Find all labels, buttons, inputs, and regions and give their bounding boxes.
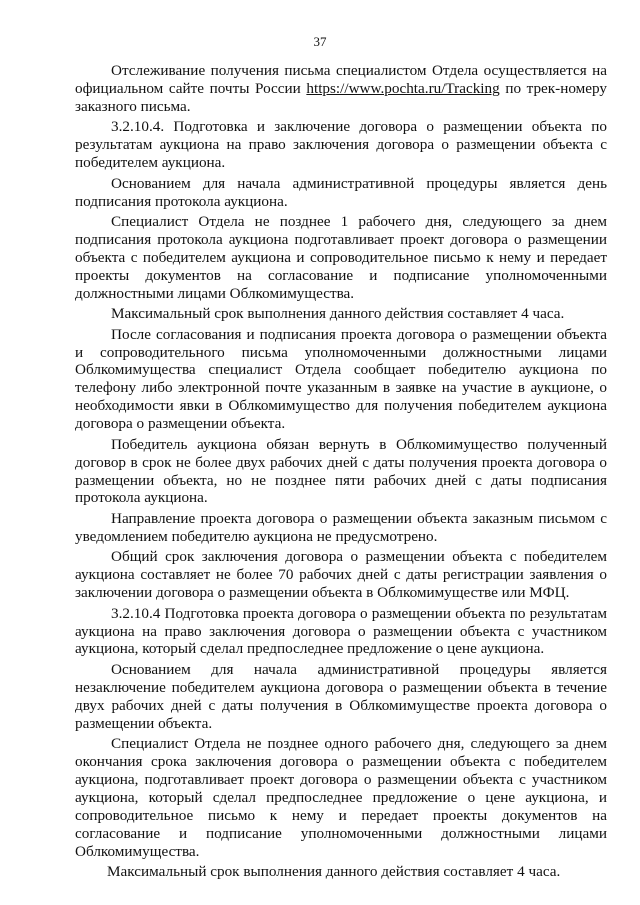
paragraph-basis-second: Основанием для начала административной процедуры является незаключение победителем аукциона договора о размещении объекта в течение двух рабочих дней с даты получения в Облкомимуществе проекта договора о размещении объекта. — [75, 660, 607, 732]
tracking-link[interactable]: https://www.pochta.ru/Tracking — [306, 79, 500, 97]
paragraph-text: по трек-номеру заказного письма. — [75, 79, 607, 115]
paragraph-tracking — [75, 62, 607, 116]
paragraph-total-term: Общий срок заключения договора о размещении объекта с победителем аукциона составляет не более 70 рабочих дней с даты регистрации заявления о заключении договора о размещении объекта в Облкомимуществе или МФЦ. — [75, 548, 607, 602]
paragraph-text: Отслеживание получения письма специалистом Отдела осуществляется на официальном сайте почты России — [75, 62, 607, 97]
paragraph-section-3-2-10-4-second: 3.2.10.4 Подготовка проекта договора о размещении объекта по результатам аукциона на право заключения договора о размещении объекта с участником аукциона, который сделал предпоследнее предложение о цене аукциона. — [75, 604, 607, 658]
paragraph-basis: Основанием для начала административной процедуры является день подписания протокола аукциона. — [75, 174, 607, 210]
paragraph-after-approval: После согласования и подписания проекта договора о размещении объекта и сопроводительного письма уполномоченными должностными лицами Облкомимущества специалист Отдела сообщает победителю аукциона по телефону либо электронной почте указанным в заявке на участие в аукционе, о необходимости явки в Облкомимущество для получения победителем аукциона договора о размещении объекта. — [75, 325, 607, 433]
paragraph-max-duration: Максимальный срок выполнения данного действия составляет 4 часа. — [111, 305, 565, 323]
paragraph-winner-obliged: Победитель аукциона обязан вернуть в Облкомимущество полученный договор в срок не более двух рабочих дней с даты получения проекта договора о размещении объекта, но не позднее пяти рабочих дней с даты подписания протокола аукциона. — [75, 435, 607, 507]
document-body — [75, 62, 607, 884]
paragraph-section-3-2-10-4: 3.2.10.4. Подготовка и заключение договора о размещении объекта по результатам аукциона на право заключения договора о размещении объекта с победителем аукциона. — [75, 118, 607, 172]
paragraph-specialist-prepares: Специалист Отдела не позднее 1 рабочего дня, следующего за днем подписания протокола аукциона подготавливает проект договора о размещении объекта с победителем аукциона и сопроводительное письмо к нему и передает проекты документов на согласование и подписание уполномоченными должностными лицами Облкомимущества. — [75, 213, 607, 302]
paragraph-mail-not-provided: Направление проекта договора о размещении объекта заказным письмом с уведомлением победителю аукциона не предусмотрено. — [75, 509, 607, 545]
paragraph-specialist-prepares-second: Специалист Отдела не позднее одного рабочего дня, следующего за днем окончания срока заключения договора о размещении объекта с победителем аукциона, подготавливает проект договора о размещении объекта с участником аукциона, который сделал предпоследнее предложение о цене аукциона, и сопроводительное письмо к нему и передает проекты документов на согласование и подписание уполномоченными должностными лицами Облкомимущества. — [75, 735, 607, 860]
page-number: 37 — [313, 34, 327, 49]
paragraph-max-duration-second: Максимальный срок выполнения данного действия составляет 4 часа. — [107, 863, 561, 881]
